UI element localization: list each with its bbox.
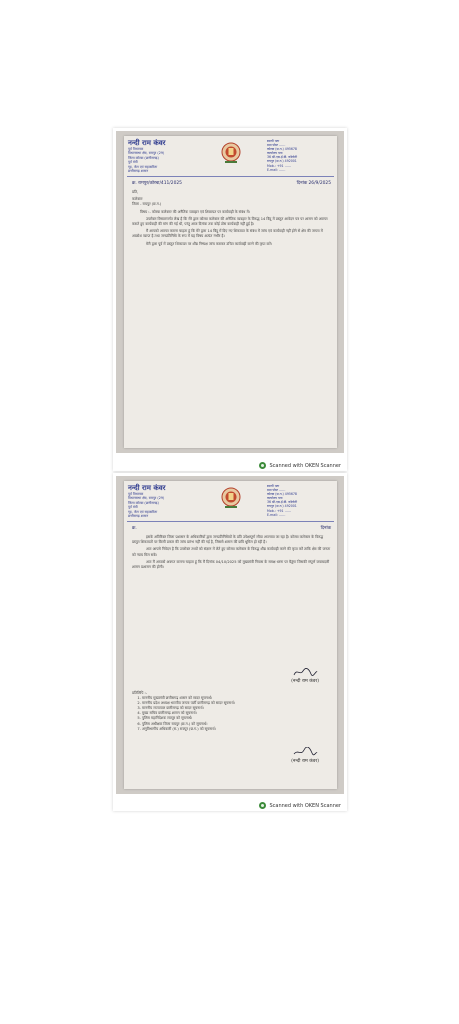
letterhead-divider [127,521,334,522]
letter-date: दिनांक 26/9/2025 [296,181,331,186]
reference-number: क्र. [132,526,137,531]
signature-block-bottom [291,747,319,764]
letter-body [132,190,331,249]
letterhead-line: पूर्व मंत्री [128,505,138,510]
letterhead-line: E-mail: …… [267,512,286,517]
letterhead-line: Mob.: +91 …… [267,163,291,168]
letterhead-line: कोरबा (छ.ग.) 495678 [267,147,297,152]
letterhead-name: नन्दी राम कंवर [128,139,166,147]
letterhead-name: नन्दी राम कंवर [128,484,166,492]
letterhead-left [128,139,198,173]
letterhead-line: स्थायी पता [267,139,280,143]
copy-heading: प्रतिलिपि :- [132,691,148,695]
body-paragraph: उपरोक्त विषयान्तर्गत लेख है कि मेरे द्वारा कोरबा कलेक्टर की अनैतिक व्यवहार के विरुद्ध 14 बिंदु में प्रस्तुत आवेदन पत्र पर शासन को अवगत कराते हुए कार्यवाही की मांग की गई थी, परंतु आज दिनांक तक कोई ठोस कार्यवाही नहीं हुई है। [132,216,328,227]
letterhead-line: छत्तीसगढ़ शासन [128,514,149,519]
letterhead-line: ग्राम पोस्ट …… [267,488,286,493]
recipient-line: जिला - रायपुर (छ.ग.) [132,202,162,207]
letterhead-line: E-mail: …… [267,167,286,172]
body-paragraph: मेरी द्वारा पूर्व में प्रस्तुत शिकायत पर शीघ्र निष्पक्ष जांच कराकर उचित कार्यवाही करने की कृपा करें। [146,241,273,246]
letter-date: दिनांक [320,526,331,531]
letterhead-line: रायपुर (छ.ग.) 492001 [267,504,297,509]
copy-item: 3. माननीय राज्यपाल छत्तीसगढ़ को सादर सूचनार्थ। [142,706,331,711]
letterhead-line: रायपुर (छ.ग.) 492001 [267,159,297,164]
letterhead-line: 36 सी.एस.ई.बी. कॉलोनी [267,500,298,505]
letterhead-line: Mob.: +91 …… [267,508,291,513]
letterhead-line: 36 सी.एस.ई.बी. कॉलोनी [267,155,298,160]
copy-item: 4. मुख्य सचिव छत्तीसगढ़ शासन को सूचनार्थ। [142,711,331,716]
letterhead-line: कोरबा (छ.ग.) 495678 [267,492,297,497]
letterhead-right [267,484,333,517]
copy-item: 7. अनुविभागीय अधिकारी (रा.) रायपुर (छ.ग.) को सूचनार्थ। [142,727,331,732]
letterhead-line: ग्राम पोस्ट …… [267,143,286,148]
body-paragraph: अतः मैं आपको अवगत कराना चाहता हूं कि मैं दिनांक 04/10/2025 को मुख्यमंत्री निवास के समक्ष धरना पर बैठूंगा जिसकी संपूर्ण जवाबदारी शासन प्रशासन की होगी। [132,559,330,570]
letterhead-line: पूर्व मंत्री [128,160,138,165]
state-emblem-icon [221,142,241,164]
scanner-watermark [259,462,341,469]
scanned-page-1[interactable] [113,128,347,471]
reference-number: क्र. रामपुर/कोरबा/411/2025 [132,181,182,186]
oken-scanner-icon [259,462,266,469]
letter-paper [124,136,337,448]
copy-item: 6. पुलिस अधीक्षक जिला रायपुर (छ.ग.) को सूचनार्थ। [142,722,331,727]
letterhead-line: कार्यालय पता [267,151,283,156]
copy-item: 5. पुलिस महानिदेशक रायपुर को सूचनार्थ। [142,716,331,721]
letterhead-line: गृह, जेल एवं सहकारिता [128,509,158,514]
scan-image-1 [116,131,344,453]
letterhead-line: कार्यालय पता [267,496,283,501]
scanned-page-2[interactable] [113,473,347,811]
letter-paper [124,481,337,789]
signatory-name: (नन्दी राम कंवर) [291,759,319,764]
scanner-watermark [259,802,341,809]
body-paragraph: इसके अतिरिक्त जिला प्रशासन के अधिकारियों द्वारा जनप्रतिनिधियों के प्रति उपेक्षापूर्ण रवैया अपनाया जा रहा है। कोरबा कलेक्टर के विरुद्ध प्रस्तुत शिकायतों पर किसी प्रकार की जांच प्रारंभ नहीं की गई है, जिससे शासन की छवि धूमिल हो रही है। [132,535,324,545]
letterhead-left [128,484,198,518]
letterhead-line: छत्तीसगढ़ शासन [128,169,149,174]
state-emblem-icon [221,487,241,509]
recipient-line: कलेक्टर [132,197,143,202]
copy-item: 1. माननीय मुख्यमंत्री छत्तीसगढ़ शासन को सादर सूचनार्थ। [142,696,331,701]
letterhead-line: स्थायी पता [267,484,280,488]
letterhead-divider [127,176,334,177]
scanner-label: Scanned with OKEN Scanner [269,802,341,809]
oken-scanner-icon [259,802,266,809]
letterhead-right [267,139,333,172]
body-paragraph: मैं आपको अवगत कराना चाहता हूं कि मेरे द्वारा 14 बिंदु में दिए गए शिकायत के संबंध में जांच एवं कार्यवाही नहीं होने से क्षेत्र की जनता में आक्रोश व्याप्त है तथा जनप्रतिनिधि के रूप में यह विषय अत्यंत गंभीर है। [132,229,323,239]
signature-block [291,667,319,684]
signature-scribble-icon [292,667,318,677]
letterhead-line: विधानसभा क्षेत्र, रामपुर (29) [128,151,165,156]
letter-body [132,535,331,572]
letterhead-line: पूर्व विधायक [128,147,144,151]
letterhead-line: पूर्व विधायक [128,492,144,496]
copy-item: 2. माननीय प्रदेश अध्यक्ष भारतीय जनता पार्टी छत्तीसगढ़ को सादर सूचनार्थ। [142,701,331,706]
signatory-name: (नन्दी राम कंवर) [291,679,319,684]
letterhead-line: विधानसभा क्षेत्र, रामपुर (29) [128,496,165,501]
copy-list [132,691,331,732]
salutation: प्रति, [132,190,139,194]
letterhead-line: जिला कोरबा (छत्तीसगढ़) [128,155,159,160]
signature-scribble-icon [292,747,318,757]
letterhead-line: गृह, जेल एवं सहकारिता [128,164,158,169]
subject-line: विषय :- कोरबा कलेक्टर की अनैतिक व्यवहार एवं शिकायत पर कार्यवाही के संबंध में। [140,209,251,214]
scan-image-2 [116,476,344,794]
letterhead-line: जिला कोरबा (छत्तीसगढ़) [128,500,159,505]
body-paragraph: अतः आपसे निवेदन है कि उपरोक्त तथ्यों को संज्ञान में लेते हुए कोरबा कलेक्टर के विरुद्ध शीघ्र कार्यवाही करने की कृपा करें ताकि क्षेत्र की जनता को न्याय मिल सके। [132,547,331,557]
scanner-label: Scanned with OKEN Scanner [269,462,341,469]
